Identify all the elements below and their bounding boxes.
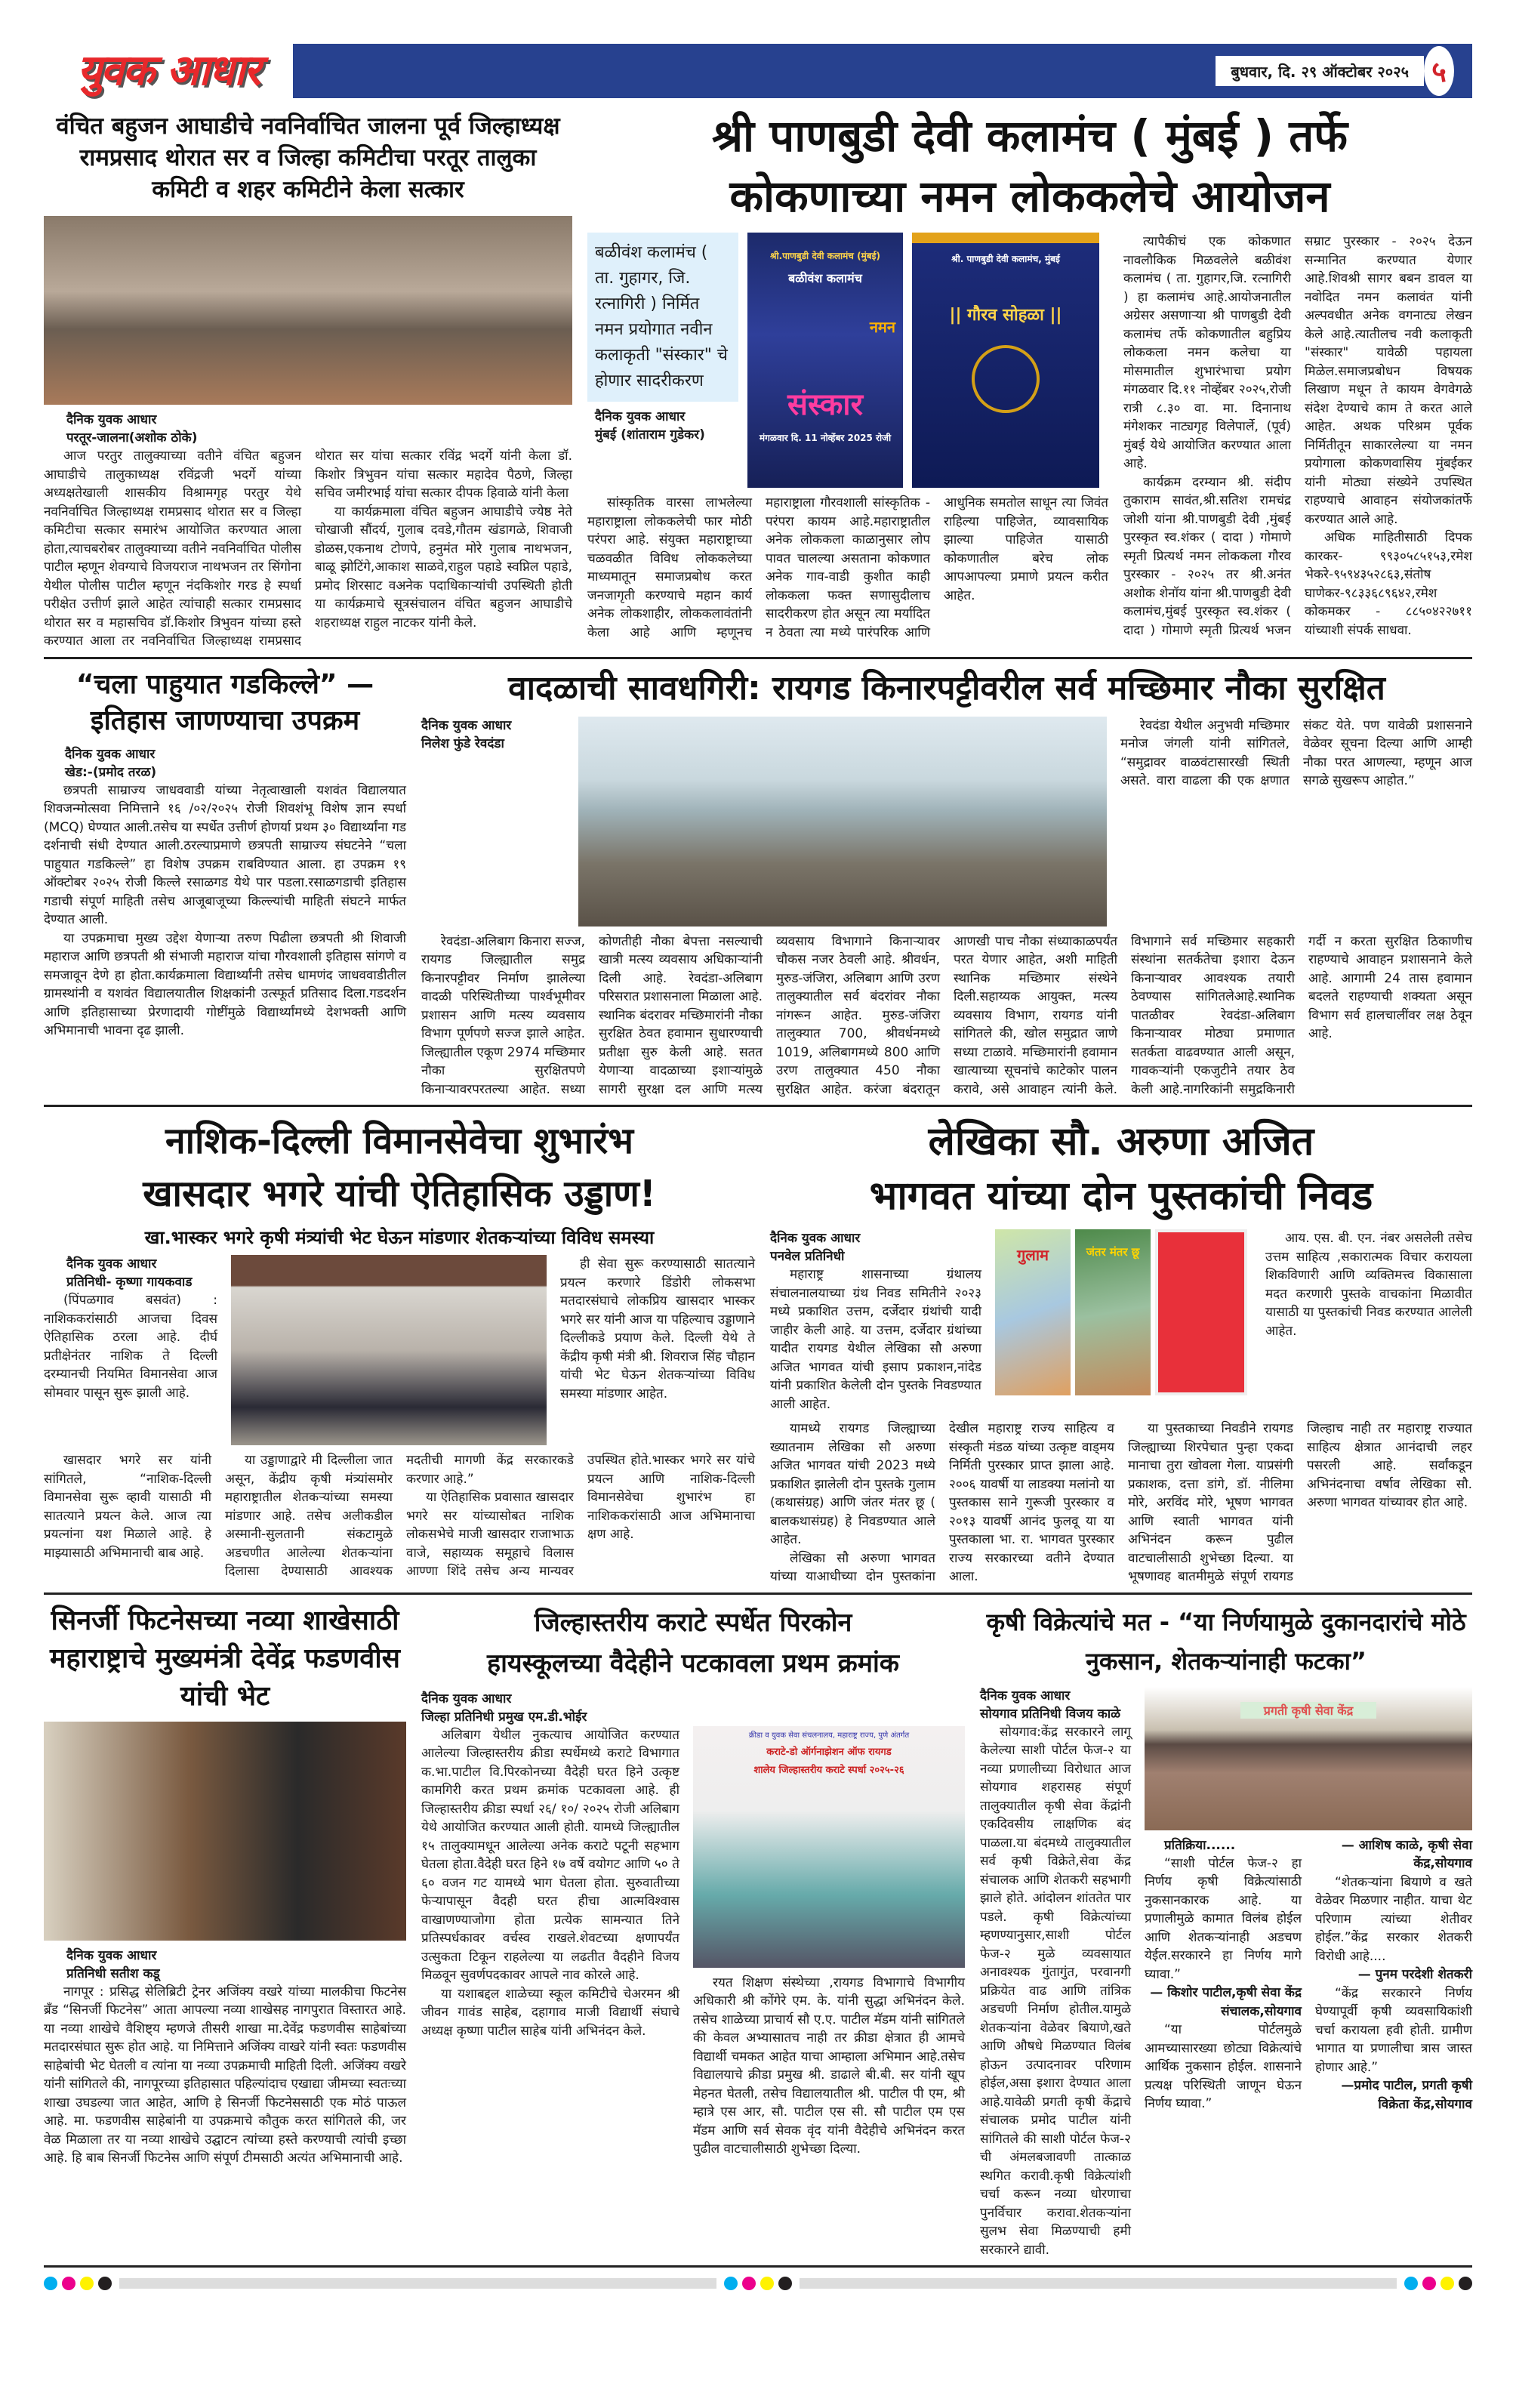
article-karate (421, 1602, 965, 2159)
source-label: दैनिक युवक आधार (65, 746, 156, 762)
paragraph: रयत शिक्षण संस्थेच्या ,रायगड विभागाचे विभागीय अधिकारी श्री कोंगेरे एम. के. यांनी सुद्धा अभिनंदन केले. तसेच शाळेच्या प्राचार्य सौ ए.ए. पाटील मॅडम यांनी सांगितले की केवल अभ्यासातच नाही तर क्रीडा क्षेत्रात ही आमचे विद्यार्थी चमकत आहेत याचा आम्हाला अभिमान आहे.तसेच विद्यालयाचे क्रीडा प्रमुख श्री. डाढाले बी.बी. सर यांनी खूप मेहनत घेतली, तसेच विद्यालयातील श्री. पाटील पी एम, श्री म्हात्रे एस आर, सौ. पाटील एस सी. सौ पाटील एम एस मॅडम आणि सर्व सेवक वृंद यांनी वैदेहीचे अभिनंदन करत पुढील वाटचालीसाठी शुभेच्छा दिल्या. (693, 1975, 965, 2157)
felicitation-group-photo (44, 216, 572, 405)
paragraph: छत्रपती साम्राज्य जाधववाडी यांच्या नेतृत्वाखाली यशवंत विद्यालयात शिवजन्मोत्सवा निमित्ताने १६ /०२/२०२५ रोजी शिवशंभू विशेष ज्ञान स्पर्धा (MCQ) घेण्यात आली.तसेच या स्पर्धेत उत्तीर्ण होणर्या प्रथम ३० विद्यार्थ्यांना गड दर्शनाची संधी देण्यात आली.ठरल्याप्रमाणे छत्रपती साम्राज्य संघटनेने “चला पाहुयात गडकिल्ले” हा विशेष उपक्रम राबविण्यात आला. हा उपक्रम १९ ऑक्टोबर २०२५ रोजी किल्ले रसाळगड येथे पार पडला.रसाळगडाची इतिहास गडाची संपूर्ण माहिती तसेच आजूबाजूच्या किल्ल्यांची माहिती संघटने मार्फत देण्यात आली. (44, 782, 406, 927)
paragraph: या उड्डाणाद्वारे मी दिल्लीला जात असून, केंद्रीय कृषी मंत्र्यांसमोर महाराष्ट्रातील शेतकऱ्यांच्या समस्या मांडणार आहे. तसेच अलीकडील अस्मानी-सुलतानी संकटामुळे अडचणीत आलेल्या शेतकऱ्यांना दिलासा देण्यासाठी आवश्यक मदतीची मागणी केंद्र सरकारकडे करणार आहे.” (225, 1453, 574, 1579)
paragraph: या कार्यक्रमाला वंचित बहुजन आघाडीचे ज्येष्ठ नेते चोखाजी सौंदर्य, गुलाब दवडे,गौतम खंडागळे, शिवाजी डोळस,एकनाथ टोणपे, हनुमंत मोरे गुलाब नाथभजन, बाळू झोटिंगे,आकाश साळवे,राहुल पहाडे स्वप्निल पहाडे, प्रमोद शिरसाट वअनेक पदाधिकाऱ्यांची उपस्थिती होती या कार्यक्रमाचे सूत्रसंचालन वंचित बहुजन आघाडीचे शहराध्यक्ष राहुल नाटकर यांनी केले. (315, 504, 572, 631)
boats-on-shore-photo (578, 717, 1107, 927)
paragraph: या उपक्रमाचा मुख्य उद्देश येणाऱ्या तरुण पिढीला छत्रपती श्री शिवाजी महाराज आणि छत्रपती श्री संभाजी महाराज यांचा गौरवशाली इतिहास सांगणे व समजावून देणे हा होता.कार्यक्रमाला विद्यार्थ्यांनी तसेच धामणंद जाधववाडीतील ग्रामस्थांनी व यशवंत विद्यालयातील शिक्षकांनी उत्स्फूर्त प्रतिसाद दिला.गडदर्शन आणि इतिहासाच्या प्रेरणादायी गोष्टींमुळे विद्यार्थ्यांमध्ये देशभक्ती आणि अभिमानाची भावना दृढ झाली. (44, 930, 406, 1038)
section-lower (44, 1107, 1472, 1595)
paragraph: कार्यक्रम दरम्यान श्री. संदीप तुकाराम सावंत,श्री.सतिश रामचंद्र जोशी यांना श्री.पाणबुडी देवी ,मुंबई पुरस्कृत स्व.शंकर ( दादा ) गोमाणे स्मृती प्रित्यर्थ नमन लोककला गौरव पुरस्कार - २०२५ तर श्री.अनंत अशोक शेनॉय यांना श्री.पाणबुडी देवी कलामंच,मुंबई पुरस्कृत स्व.शंकर ( दादा ) गोमाणे स्मृती प्रित्यर्थ भजन सम्राट पुरस्कार - २०२५ देऊन सन्मानित करण्यात येणार आहे.शिवश्री सागर बबन डावल या नवोदित नमन कलावंत यांनी अल्पवधीत अनेक वगनाट्य लेखन केले आहे.त्यातीलच नवी कलाकृती "संस्कार" यावेळी पहायला मिळेल.समाजप्रबोधन विषयक लिखाण मधून ते कायम वेगवेगळे संदेश देण्याचे काम ते करत आले आहेत. अथक परिश्रम पूर्वक निर्मितीतून साकारलेल्या या नमन प्रयोगाला कोकणवासिय मुंबईकर यांनी मोठ्या संख्येने उपस्थित राहण्याचे आवाहन संयोजकांतर्फे करण्यात आले आहे. (1123, 234, 1472, 638)
byline: निलेश फुंडे रेवदंडा (421, 735, 504, 751)
registration-marks-center (724, 2277, 792, 2290)
section-bottom (44, 1595, 1472, 2268)
event-poster-sanskar (747, 233, 903, 488)
sidebar-box: बळीवंश कलामंच ( ता. गुहागर, जि. रत्नागिरी ) निर्मित नमन प्रयोगात नवीन कलाकृती "संस्कार" चे होणार सादरीकरण (587, 233, 738, 402)
paragraph: या ऐतिहासिक प्रवासात खासदार भगरे सर यांच्यासोबत नाशिक लोकसभेचे माजी खासदार राजाभाऊ वाजे, सहाय्यक समूहाचे विलास आण्णा शिंदे तसेच अन्य मान्यवर उपस्थित होते.भास्कर भगरे सर यांचे प्रयत्न आणि नाशिक-दिल्ली विमानसेवेचा शुभारंभ हा नाशिककरांसाठी आज अभिमानाचा क्षण आहे. (406, 1453, 755, 1579)
article-headline: वंचित बहुजन आघाडीचे नवनिर्वाचित जालना पूर्व जिल्हाध्यक्ष रामप्रसाद थोरात सर व जिल्हा कमिटीचा परतूर तालुका कमिटी व शहर कमिटीने केला सत्कार (56, 113, 560, 203)
article-body-part (693, 1974, 965, 2159)
meeting-with-chief-minister-photo (44, 1722, 406, 1941)
paragraph: आय. एस. बी. एन. नंबर असलेली तसेच उत्तम साहित्य ,सकारात्मक विचार करायला शिकविणारी आणि व्यक्तिमत्त्व विकासाला मदत करणारी पुस्तके वाचकांना मिळावीत यासाठी या पुस्तकांची निवड करण्यात आलेली आहेत. (1265, 1231, 1472, 1339)
byline: प्रतिनिधी- कृष्णा गायकवाड (66, 1275, 193, 1290)
book-cover-jantar-mantar-chhu: जंतर मंतर छू (1075, 1229, 1151, 1395)
source-label: दैनिक युवक आधार (66, 1947, 157, 1963)
article-body (980, 1723, 1131, 2260)
banner-text: कराटे-डो ऑर्गनाझेशन ऑफ रायगड (766, 1746, 892, 1758)
paragraph: सोयगाव:केंद्र सरकारने लागू केलेल्या साशी पोर्टल फेज-२ या नव्या प्रणालीच्या विरोधात आज सोयगाव शहरासह संपूर्ण तालुक्यातील कृषी सेवा केंद्रांनी एकदिवसीय लाक्षणिक बंद पाळला.या बंदमध्ये तालुक्यातील सर्व कृषी विक्रेते,सेवा केंद्र संचालक आणि शेतकरी सहभागी झाले होते. आंदोलन शांततेत पार पडले. कृषी विक्रेत्यांच्या म्हणण्यानुसार,साशी पोर्टल फेज-२ मुळे व्यवसायात अनावश्यक गुंतागुंत, परवानगी प्रक्रियेत वाढ आणि तांत्रिक अडचणी निर्माण होतील.यामुळे शेतकऱ्यांना वेळेवर बियाणे,खते आणि औषधे मिळण्यात विलंब होऊन उत्पादनावर परिणाम होईल,असा इशारा देण्यात आला आहे.यावेळी प्रगती कृषी केंद्राचे संचालक प्रमोद पाटील यांनी सांगितले की साशी पोर्टल फेज-२ ची अंमलबजावणी तात्काळ स्थगित करावी.कृषी विक्रेत्यांशी चर्चा करून नव्या धोरणाचा पुनर्विचार करावा.शेतकऱ्यांना सुलभ सेवा मिळण्याची हमी सरकारने द्यावी. (980, 1724, 1131, 2258)
poster-group: बळीवंश कलामंच (788, 271, 862, 285)
article-body (421, 933, 1472, 1099)
reaction-quote: “या पोर्टलमुळे आमच्यासारख्या छोट्या विक्रेत्यांचे आर्थिक नुकसान होईल. शासनाने प्रत्यक्ष परिस्थिती जाणून घेऊन निर्णय घ्यावा.” (1145, 2022, 1302, 2111)
headline-line: श्री पाणबुडी देवी कलामंच ( मुंबई ) तर्फे (711, 110, 1348, 162)
quote-attribution: — आशिष काळे, कृषी सेवा केंद्र,सोयगाव (1341, 1837, 1472, 1871)
article-body-part (770, 1420, 1472, 1586)
article-subheadline: खा.भास्कर भगरे कृषी मंत्र्यांची भेट घेऊन मांडणार शेतकऱ्यांच्या विविध समस्या (144, 1227, 655, 1248)
article-headline (587, 106, 1472, 227)
shop-sign: प्रगती कृषी सेवा केंद्र (1240, 1702, 1376, 1719)
paragraph: नागपूर : प्रसिद्ध सेलिब्रिटी ट्रेनर अजिंक्य वखरे यांच्या मालकीचा फिटनेस ब्रँड “सिनर्जी फिटनेस” आता आपल्या नव्या शाखेसह नागपुरात विस्तारत आहे. या नव्या शाखेचे वैशिष्ट्य म्हणजे तीसरी शाखा मा.देवेंद्र फडणवीस साहेबांच्या मतदारसंघात सुरू होत आहे. या निमित्ताने अजिंक्य वाखरे यांनी स्वतः फडणवीस साहेबांची भेट घेतली व त्यांना या नव्या उपक्रमाची माहिती दिली. अजिंक्य वखरे यांनी सांगितले की, नागपूरच्या इतिहासात पहिल्यांदाच एखाद्या जीमच्या स्वतःच्या शाखा उघडल्या जात आहेत, आणि हे सिनर्जी फिटनेससाठी एक मोठं पाऊल आहे. मा. फडणवीस साहेबांनी या उपक्रमाचे कौतुक करत सांगितले की, जर वेळ मिळाला तर या नव्या शाखेचे उद्घाटन त्यांच्या हस्ते करण्याची त्यांची इच्छा आहे. हि बाब सिनर्जी फिटनेस आणि संपूर्ण टीमसाठी अत्यंत अभिमानाची आहे. (44, 1984, 406, 2166)
paragraph: या पुस्तकाच्या निवडीने रायगड जिल्ह्याच्या शिरपेचात पुन्हा एकदा मानाचा तुरा खोवला गेला. याप्रसंगी प्रकाशक, दत्ता डांगे, डॉ. नीलिमा मोरे, अरविंद मोरे, भूषण भागवत आणि स्वाती भागवत यांनी अभिनंदन करून पुढील वाटचालीसाठी शुभेच्छा दिल्या. या भूषणावह बातमीमुळे संपूर्ण रायगड जिल्हाच नाही तर महाराष्ट्र राज्यात साहित्य क्षेत्रात आनंदाची लहर पसरली आहे. सर्वांकडून अभिनंदनाचा वर्षाव लेखिका सौ. अरुणा भागवत यांच्यावर होत आहे. (1128, 1421, 1472, 1584)
quote-attribution: — पुनम परदेशी शेतकरी (1357, 1967, 1472, 1982)
paragraph: रेवदंडा येथील अनुभवी मच्छिमार मनोज जंगली यांनी सांगितले, “समुद्रावर वाळवंटासारखी स्थिती असते. वारा वाढला की एक क्षणात संकट येते. पण यावेळी प्रशासनाने वेळेवर सूचना दिल्या आणि आम्ही नौका परत आणल्या, म्हणून आज सगळे सुखरूप आहोत.” (1120, 717, 1472, 788)
source-label: दैनिक युवक आधार (980, 1688, 1071, 1703)
byline: पनवेल प्रतिनिधी (770, 1249, 845, 1264)
paragraph: (पिंपळगाव बसवंत) : नाशिककरांसाठी आजचा दिवस ऐतिहासिक ठरला आहे. दीर्घ प्रतीक्षेनंतर नाशिक ते दिल्ली दरम्यानची नियमित विमानसेवा आज सोमवार पासून सुरू झाली आहे. (44, 1293, 217, 1401)
reaction-quote: “शेतकऱ्यांना बियाणे व खते वेळेवर मिळणार नाहीत. याचा थेट परिणाम त्यांच्या शेतीवर होईल.”केंद्र सरकार शेतकरी विरोधी आहे.... (1315, 1874, 1472, 1964)
closed-agri-shop-photo (1145, 1687, 1472, 1830)
headline-line: भागवत यांच्या दोन पुस्तकांची निवड (869, 1173, 1373, 1219)
footer-bar (800, 2278, 1397, 2289)
newspaper-logo (44, 44, 293, 98)
article-body-part (587, 494, 1108, 642)
poster-play-title: संस्कार (787, 387, 864, 422)
footer-bar (119, 2278, 716, 2289)
article-gadkille (44, 667, 406, 1041)
headline-line: कोकणाच्या नमन लोककलेचे आयोजन (729, 171, 1330, 222)
reactions-section (1145, 1836, 1472, 2114)
banner-text: क्रीडा व युवक सेवा संचलनालय, महाराष्ट्र राज्य, पुणे अंतर्गत (748, 1731, 910, 1740)
paragraph: अलिबाग येथील नुकत्याच आयोजित करण्यात आलेल्या जिल्हास्तरीय क्रीडा स्पर्धेमध्ये कराटे विभागात क.भा.पाटील वि.पिरकोनच्या वैदेही घरत हिने उत्कृष्ट कामगिरी करत प्रथम क्रमांक पटकावला आहे. ही जिल्हास्तरीय क्रीडा स्पर्धा २६/ १०/ २०२५ रोजी अलिबाग येथे आयोजित करण्यात आली होती. यामध्ये जिल्ह्यातील १५ तालुक्यामधून आलेल्या अनेक कराटे पटूनी सहभाग घेतला होता.वैदेही घरत हिने १७ वर्षे वयोगट आणि ५० ते ६० वजन गट यामध्ये भाग घेतला होता. सुरुवातीच्या फेऱ्यापासून वैदही घरत हीचा आत्मविश्वास वाखाणण्याजोगा होता प्रत्येक सामन्यात तिने प्रतिस्पर्धकावर वर्चस्व राखले.शेवटच्या क्षणापर्यंत उत्सुकता टिकून राहलेल्या या लढतीत वैदहीने विजय मिळवून सुवर्णपदकावर आपले नाव कोरले आहे. (421, 1727, 679, 1983)
page-number: ५ (1424, 46, 1454, 96)
article-body-part (44, 1291, 217, 1402)
issue-date: बुधवार, दि. २९ ऑक्टोबर २०२५ (1216, 56, 1424, 86)
source-label: दैनिक युवक आधार (66, 412, 157, 427)
article-felicitation (44, 106, 572, 651)
headline-line: खासदार भगरे यांची ऐतिहासिक उड्डाण! (143, 1173, 656, 1215)
article-body-part (1120, 717, 1472, 791)
registration-marks-right (1404, 2277, 1472, 2290)
award-poster-gaurav-sohala (912, 233, 1099, 488)
article-body-part (770, 1266, 981, 1414)
article-headline: कृषी विक्रेत्यांचे मत - “या निर्णयामुळे दुकानदारांचे मोठे नुकसान, शेतकऱ्यांनाही फटका” (986, 1607, 1466, 1676)
paragraph: अधिक माहितीसाठी दिपक कारकर- ९९३०५८५१५३,रमेश भेकरे-९५९४३५२८६३,संतोष घाणेकर-९८३३६८९६४२,रमेश कोकमकर - ८८५०४२२७११ यांच्याशी संपर्क साधवा. (1305, 530, 1472, 638)
byline: जिल्हा प्रतिनिधी प्रमुख एम.डी.भोईर (421, 1709, 587, 1725)
poster-title: श्री. पाणबुडी देवी कलामंच, मुंबई (951, 254, 1060, 264)
headline-line: लेखिका सौ. अरुणा अजित (928, 1119, 1314, 1164)
article-synergy-fitness (44, 1602, 406, 2168)
karate-winner-photo (693, 1726, 965, 1968)
paragraph: आज परतुर तालुक्याच्या वतीने वंचित बहुजन आघाडीचे तालुकाध्यक्ष रविंद्रजी भदर्गे यांच्या अध्यक्षतेखाली शासकीय विश्रामगृह परतुर येथे नवनिर्वाचित जिल्हाध्यक्ष रामप्रसाद थोरात सर व जिल्हा कमिटीचा सत्कार समारंभ आयोजित करण्यात आला होता,त्याचबरोबर तालुक्याच्या वतीने नवनिर्वाचित पोलीस पाटील म्हणून शेवग्याचे विजयराज नाथभजन तर सिंगोना येथील पोलीस पाटील म्हणून नंदकिशोर गरड हे स्पर्धा परीक्षेत उत्तीर्ण झाले आहेत त्यांचाही सत्कार रामप्रसाद थोरात सर व महासचिव डॉ.किशोर त्रिभुवन यांच्या हस्ते करण्यात आला तर नवनिर्वाचित जिल्हाध्यक्ष रामप्रसाद थोरात सर यांचा सत्कार रविंद्र भदर्गे यांनी केला डॉ. किशोर त्रिभुवन यांचा सत्कार महादेव पैठणे, जिल्हा सचिव जमीरभाई यांचा सत्कार दीपक हिवाळे यांनी केला (44, 449, 572, 649)
author-portrait-photo (1155, 1229, 1247, 1395)
paragraph: सांस्कृतिक वारसा लाभलेल्या महाराष्ट्राला लोककलेची फार मोठी परंपरा आहे. संयुक्त महाराष्ट्राच्या चळवळीत विविध लोककलेच्या माध्यमातून समाजप्रबोध करत जनजागृती करण्याचे महान कार्य अनेक लोकशाहीर, लोककलावंतांनी केला आहे आणि म्हणूनच महाराष्ट्राला गौरवशाली सांस्कृतिक - परंपरा कायम आहे.महाराष्ट्रातील अनेक लोककला काळानुसार लोप पावत चालल्या असताना कोकणात अनेक गाव-वाडी कुशीत काही लोककला फक्त सणासुदीलाच सादरीकरण होत असून त्या मर्यादित न ठेवता त्या मध्ये पारंपरिक आणि आधुनिक समतोल साधून त्या जिवंत राहिल्या पाहिजेत, व्यावसायिक झाल्या पाहिजेत यासाठी कोकणातील बरेच लोक आपआपल्या प्रमाणे प्रयत्न करीत आहेत. (587, 495, 1108, 640)
source-label: दैनिक युवक आधार (595, 409, 686, 424)
paragraph: खासदार भगरे सर यांनी सांगितले, “नाशिक-दिल्ली विमानसेवा सुरू व्हावी यासाठी मी सातत्याने प्रयत्न केले. आज त्या प्रयत्नांना यश मिळाले आहे. हे माझ्यासाठी अभिमानाची बाब आहे. (44, 1453, 211, 1561)
paragraph: ही सेवा सुरू करण्यासाठी सातत्याने प्रयत्न करणारे डिंडोरी लोकसभा मतदारसंघाचे लोकप्रिय खासदार भास्कर भगरे सर यांनी आज या पहिल्याच उड्डाणाने दिल्लीकडे प्रयाण केले. दिल्ली येथे ते केंद्रीय कृषी मंत्री श्री. शिवराज सिंह चौहान यांची भेट घेऊन शेतकऱ्यांच्या विविध समस्या मांडणार आहेत. (560, 1256, 755, 1401)
reaction-quote: “केंद्र सरकारने निर्णय घेण्यापूर्वी कृषी व्यवसायिकांशी चर्चा करायला हवी होती. ग्रामीण भागात या प्रणालीचा त्रास जास्त होणार आहे.” (1315, 1985, 1472, 2075)
book-cover-gulam: गुलाम (995, 1229, 1071, 1395)
byline: खेड:-(प्रमोद तरळ) (65, 764, 157, 780)
article-agri-sellers (980, 1602, 1472, 2260)
article-headline (770, 1115, 1472, 1223)
article-body (421, 1726, 679, 2159)
masthead-bar (44, 44, 1472, 98)
article-headline (421, 1602, 965, 1684)
byline: मुंबई (शांताराम गुडेकर) (595, 427, 705, 442)
article-headline: वादळाची सावधगिरी: रायगड किनारपट्टीवरील सर्व मच्छिमार नौका सुरक्षित (508, 668, 1385, 708)
paragraph: यामध्ये रायगड जिल्ह्याच्या ख्यातनाम लेखिका सौ अरुणा अजित भागवत यांची 2023 मध्ये प्रकाशित झालेली दोन पुस्तके गुलाम (कथासंग्रह) आणि जंतर मंतर छू ( बालकथासंग्रह) हे निवडण्यात आले आहेत. (770, 1421, 935, 1547)
source-label: दैनिक युवक आधार (770, 1231, 861, 1246)
byline: प्रतिनिधी सतीश कडू (66, 1966, 160, 1981)
headline-line: हायस्कूलच्या वैदेहीने पटकावला प्रथम क्रमांक (487, 1648, 899, 1679)
byline: सोयगाव प्रतिनिधी विजय काळे (980, 1706, 1121, 1722)
section-middle (44, 659, 1472, 1108)
article-headline: “चला पाहुयात गडकिल्ले” — इतिहास जाणण्याचा उपक्रम (75, 668, 374, 736)
article-headline: सिनर्जी फिटनेसच्या नव्या शाखेसाठी महाराष्ट्राचे मुख्यमंत्री देवेंद्र फडणवीस यांची भेट (50, 1605, 400, 1712)
laurel-emblem-icon (972, 345, 1040, 413)
poster-date: मंगळवार दि. 11 नोव्हेंबर 2025 रोजी (759, 433, 892, 443)
headline-line: नाशिक-दिल्ली विमानसेवेचा शुभारंभ (165, 1120, 634, 1162)
article-body (44, 782, 406, 1041)
article-naman-lokkala (587, 106, 1472, 642)
quote-attribution: — किशोर पाटील,कृषी सेवा केंद्र संचालक,सोयगाव (1150, 1985, 1302, 2019)
paragraph: महाराष्ट्र शासनाच्या ग्रंथालय संचालनालयाच्या ग्रंथ निवड समितीने २०२३ मध्ये प्रकाशित उत्तम, दर्जेदार ग्रंथांची यादी जाहीर केली आहे. या उत्तम, दर्जेदार ग्रंथांच्या यादीत रायगड येथील लेखिका सौ अरुणा अजित भागवत यांची इसाप प्रकाशन,नांदेड यांनी प्रकाशित केलेली दोन पुस्तके निवडण्यात आली आहेत. (770, 1267, 981, 1412)
source-label: दैनिक युवक आधार (421, 1691, 512, 1707)
quote-attribution: —प्रमोद पाटील, प्रगती कृषी विक्रेता केंद्र,सोयगाव (1341, 2078, 1472, 2112)
registration-marks-left (44, 2277, 112, 2290)
article-body-part (560, 1255, 755, 1445)
logo-text: युवक आधार (77, 46, 260, 95)
footer (44, 2268, 1472, 2299)
paragraph: रेवदंडा-अलिबाग किनारा सज्ज, रायगड जिल्ह्यातील समुद्र किनारपट्टीवर निर्माण झालेल्या वादळी परिस्थितीच्या पार्श्वभूमीवर प्रशासन आणि मत्स्य व्यवसाय विभाग पूर्णपणे सज्ज झाले आहेत. जिल्ह्यातील एकूण 2974 मच्छिमार नौका सुरक्षितपणे किनाऱ्यावरपरतल्या आहेत. सध्या कोणतीही नौका बेपत्ता नसल्याची खात्री मत्स्य व्यवसाय अधिकाऱ्यांनी दिली आहे. रेवदंडा-अलिबाग परिसरात प्रशासनाला मिळाला आहे. स्थानिक बंदरावर मच्छिमारांनी नौका सुरक्षित ठेवत हवामान सुधारण्याची प्रतीक्षा सुरु केली आहे. सतत येणाऱ्या वादळाच्या इशाऱ्यांमुळे सागरी सुरक्षा दल आणि मत्स्य व्यवसाय विभागाने किनाऱ्यावर चौकस नजर ठेवली आहे. श्रीवर्धन, मुरुड-जंजिरा, अलिबाग आणि उरण तालुक्यातील सर्व बंदरांवर नौका नांगरून आहेत. मुरुड-जंजिरा तालुक्यात 700, श्रीवर्धनमध्ये 1019, अलिबागमध्ये 800 आणि उरण तालुक्यात 450 नौका सुरक्षित आहेत. करंजा बंदरातून आणखी पाच नौका संध्याकाळपर्यंत परत येणार आहेत, अशी माहिती स्थानिक मच्छिमार संस्थेने दिली.सहाय्यक आयुक्त, मत्स्य व्यवसाय विभाग, रायगड यांनी सांगितले की, खोल समुद्रात जाणे सध्या टाळावे. मच्छिमारांनी हवामान खात्याच्या सूचनांचे काटेकोर पालन करावे, असे आवाहन त्यांनी केले. विभागाने सर्व मच्छिमार सहकारी संस्थांना सतर्कतेचा इशारा देऊन किनाऱ्यावर आवश्यक तयारी ठेवण्यास सांगितलेआहे.स्थानिक पातळीवर रेवदंडा-अलिबाग किनाऱ्यावर मोठ्या प्रमाणात सतर्कता वाढवण्यात आली असून, गावकऱ्यांनी एकजुटीने तयार ठेव केली आहे.नागरिकांनी समुद्रकिनारी गर्दी न करता सुरक्षित ठिकाणीच राहण्याचे आवाहन प्रशासनाने केले आहे. आगामी 24 तास हवामान बदलते राहण्याची शक्यता असून विभाग सर्व हालचालींवर लक्ष ठेवून आहे. (421, 933, 1472, 1097)
article-headline (44, 1115, 755, 1220)
source-label: दैनिक युवक आधार (66, 1256, 157, 1272)
article-body (44, 1983, 406, 2168)
airport-inauguration-photo (231, 1255, 547, 1445)
article-body-part (1265, 1229, 1472, 1414)
article-body (44, 447, 572, 651)
banner-text: शालेय जिल्हास्तरीय कराटे स्पर्धा २०२५-२६ (753, 1764, 904, 1776)
article-body-part (1123, 233, 1472, 642)
newspaper-page (44, 0, 1472, 2299)
poster-tag: नमन (869, 318, 895, 336)
article-nashik-delhi-flight (44, 1115, 755, 1581)
paragraph: लेखिका सौ अरुणा भागवत यांच्या याआधीच्या दोन पुस्तकांना देखील महाराष्ट्र राज्य साहित्य व संस्कृती मंडळ यांच्या उत्कृष्ट वाड्मय निर्मिती पुरस्कार प्राप्त झाला आहे. २००६ यावर्षी या लाडक्या मलांनो या पुस्तकास साने गुरूजी पुरस्कार व २०१३ यावर्षी आनंद फुलवू या या पुस्तकाला भा. रा. भागवत पुरस्कार राज्य सरकारच्या वतीने देण्यात आला. (770, 1421, 1114, 1584)
quotes-list (1145, 1836, 1472, 2114)
reaction-quote: “साशी पोर्टल फेज-२ हा निर्णय कृषी विक्रेत्यांसाठी नुकसानकारक आहे. या प्रणालीमुळे कामात विलंब होईल आणि शेतकऱ्यांनाही अडचण येईल.सरकारने हा निर्णय मागे घ्यावा.” (1145, 1855, 1302, 1982)
article-body-part (44, 1451, 755, 1581)
article-storm-alert (421, 667, 1472, 1099)
byline: परतूर-जालना(अशोक ठोके) (66, 430, 198, 446)
section-top (44, 98, 1472, 659)
poster-event: || गौरव सोहळा || (949, 306, 1062, 325)
article-author-books (770, 1115, 1472, 1586)
poster-title: श्री.पाणबुडी देवी कलामंच (मुंबई) (770, 251, 880, 261)
headline-line: जिल्हास्तरीय कराटे स्पर्धेत पिरकोन (534, 1607, 852, 1638)
paragraph: या यशाबद्दल शाळेच्या स्कूल कमिटीचे चेअरमन श्री जीवन गावंड साहेब, दहागाव माजी विद्यार्थी संघाचे अध्यक्ष कृष्णा पाटील साहेब यांनी अभिनंदन केले. (421, 1986, 679, 2039)
source-label: दैनिक युवक आधार (421, 717, 512, 733)
paragraph: त्यापैकीचं एक कोकणात नावलौकिक मिळवलेले बळीवंश कलामंच ( ता. गुहागर,जि. रत्नागिरी ) हा कलामंच आहे.आयोजनातील अग्रेसर असणाऱ्या श्री पाणबुडी देवी कलामंच तर्फे कोकणातील बहुप्रिय लोककला नमन कलेचा या मोसमातील शुभारंभाचा प्रयोग मंगळवार दि.११ नोव्हेंबर २०२५,रोजी रात्री ८.३० वा. मा. दिनानाथ मंगेशकर नाट्यगृह विलेपार्ले, (पूर्व) मुंबई येथे आयोजित करण्यात आला आहे. (1123, 234, 1291, 471)
reactions-title: प्रतिक्रिया...... (1164, 1837, 1236, 1853)
